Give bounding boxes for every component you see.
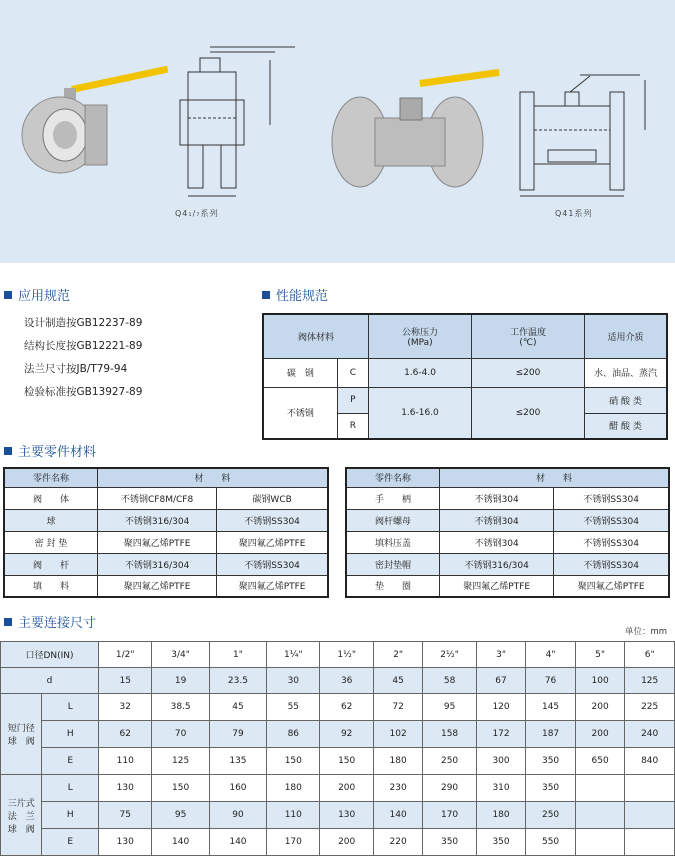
value-cell — [625, 802, 675, 829]
size-cell: 2" — [373, 642, 423, 668]
standard-line: 设计制造按GB12237-89 — [24, 317, 143, 329]
part-name: 阀 杆 — [4, 553, 98, 575]
value-cell: 19 — [152, 668, 209, 694]
parts-header-name: 零件名称 — [4, 468, 98, 487]
value-cell: 220 — [373, 829, 423, 856]
parts-material-title: 主要零件材料 — [18, 445, 97, 460]
part-material: 聚四氟乙烯PTFE — [98, 531, 217, 553]
value-cell: 180 — [476, 802, 526, 829]
value-cell: 30 — [267, 668, 320, 694]
value-cell: 140 — [209, 829, 266, 856]
perf-temp: ≤200 — [472, 387, 585, 439]
size-cell: 1" — [209, 642, 266, 668]
value-cell: 350 — [526, 748, 576, 775]
standard-line: 检验标准按GB13927-89 — [24, 386, 143, 398]
dimensions-heading — [4, 612, 96, 631]
table-row — [1, 642, 675, 668]
value-cell: 125 — [625, 668, 675, 694]
dim-key-cell: H — [42, 802, 99, 829]
value-cell: 58 — [423, 668, 476, 694]
product-illustration-panel — [0, 0, 675, 263]
value-cell: 72 — [373, 694, 423, 721]
dn-label-cell: 口径DN(IN) — [1, 642, 99, 668]
value-cell: 350 — [423, 829, 476, 856]
part-material: 不锈钢304 — [440, 531, 554, 553]
perf-code: C — [337, 358, 368, 387]
perf-code: R — [337, 413, 368, 439]
part-name: 球 — [4, 509, 98, 531]
value-cell: 170 — [423, 802, 476, 829]
perf-header-medium: 适用介质 — [585, 314, 668, 358]
perf-header-temp: 工作温度 (℃) — [472, 314, 585, 358]
value-cell: 130 — [99, 775, 152, 802]
value-cell: 650 — [575, 748, 625, 775]
value-cell: 15 — [99, 668, 152, 694]
value-cell: 200 — [575, 721, 625, 748]
value-cell: 95 — [152, 802, 209, 829]
value-cell: 70 — [152, 721, 209, 748]
part-name: 密 封 垫 — [4, 531, 98, 553]
parts-table-right — [345, 467, 670, 598]
value-cell: 250 — [423, 748, 476, 775]
flanged-valve-section-drawing — [520, 75, 645, 196]
value-cell: 225 — [625, 694, 675, 721]
size-cell: 4" — [526, 642, 576, 668]
section-square-icon — [4, 618, 12, 626]
part-name: 密封垫帽 — [346, 553, 440, 575]
caption-q47-series: Q4₁/₇系列 — [175, 209, 219, 218]
performance-table — [262, 313, 668, 440]
three-piece-flanged-ball-valve-image — [332, 69, 500, 187]
part-material: 不锈钢316/304 — [98, 553, 217, 575]
perf-medium: 醋 酸 类 — [585, 413, 668, 439]
performance-spec-title: 性能规范 — [276, 289, 329, 304]
value-cell: 79 — [209, 721, 266, 748]
standard-line: 法兰尺寸按JB/T79-94 — [24, 363, 128, 375]
value-cell: 150 — [267, 748, 320, 775]
perf-header-pressure: 公称压力 (MPa) — [369, 314, 472, 358]
dim-key-cell: L — [42, 694, 99, 721]
dimensions-title: 主要连接尺寸 — [18, 616, 97, 631]
valve-drawings — [0, 0, 675, 263]
value-cell: 32 — [99, 694, 152, 721]
value-cell: 158 — [423, 721, 476, 748]
size-cell: 3/4" — [152, 642, 209, 668]
value-cell: 310 — [476, 775, 526, 802]
part-material: 聚四氟乙烯PTFE — [554, 575, 669, 597]
value-cell: 187 — [526, 721, 576, 748]
part-name: 填料压盖 — [346, 531, 440, 553]
value-cell: 75 — [99, 802, 152, 829]
value-cell: 110 — [267, 802, 320, 829]
value-cell: 240 — [625, 721, 675, 748]
standard-line: 结构长度按GB12221-89 — [24, 340, 143, 352]
part-material: 不锈钢SS304 — [554, 487, 669, 509]
part-material: 聚四氟乙烯PTFE — [98, 575, 217, 597]
perf-material: 不锈钢 — [263, 387, 337, 439]
value-cell: 76 — [526, 668, 576, 694]
part-material: 不锈钢SS304 — [217, 553, 328, 575]
value-cell: 120 — [476, 694, 526, 721]
value-cell: 840 — [625, 748, 675, 775]
value-cell: 45 — [373, 668, 423, 694]
parts-material-heading — [4, 441, 96, 460]
value-cell: 200 — [320, 775, 373, 802]
perf-medium: 水、油品、蒸汽 — [585, 358, 668, 387]
value-cell — [575, 829, 625, 856]
dim-key-cell: L — [42, 775, 99, 802]
table-row — [1, 802, 675, 829]
part-material: 不锈钢316/304 — [440, 553, 554, 575]
parts-table-left — [3, 467, 329, 598]
part-material: 不锈钢304 — [440, 487, 554, 509]
part-name: 填 料 — [4, 575, 98, 597]
perf-material: 碳 钢 — [263, 358, 337, 387]
part-material: 聚四氟乙烯PTFE — [217, 531, 328, 553]
table-row — [1, 775, 675, 802]
value-cell: 550 — [526, 829, 576, 856]
value-cell: 145 — [526, 694, 576, 721]
dimensions-table — [0, 641, 675, 856]
section-square-icon — [4, 447, 12, 455]
value-cell: 38.5 — [152, 694, 209, 721]
size-cell: 1½" — [320, 642, 373, 668]
part-name: 手 柄 — [346, 487, 440, 509]
perf-pressure: 1.6-16.0 — [369, 387, 472, 439]
perf-code: P — [337, 387, 368, 413]
application-spec-title: 应用规范 — [18, 289, 71, 304]
value-cell: 230 — [373, 775, 423, 802]
caption-q41-series: Q41系列 — [555, 209, 593, 218]
value-cell: 45 — [209, 694, 266, 721]
value-cell: 250 — [526, 802, 576, 829]
value-cell: 180 — [267, 775, 320, 802]
value-cell: 67 — [476, 668, 526, 694]
performance-spec-heading — [262, 285, 328, 304]
dim-key-cell: E — [42, 829, 99, 856]
group-name-cell: 三片式 法 兰 球 阀 — [1, 775, 42, 856]
value-cell: 135 — [209, 748, 266, 775]
value-cell: 102 — [373, 721, 423, 748]
value-cell — [575, 802, 625, 829]
perf-temp: ≤200 — [472, 358, 585, 387]
value-cell: 150 — [152, 775, 209, 802]
part-material: 不锈钢SS304 — [217, 509, 328, 531]
value-cell: 172 — [476, 721, 526, 748]
part-material: 聚四氟乙烯PTFE — [440, 575, 554, 597]
value-cell: 160 — [209, 775, 266, 802]
value-cell: 62 — [320, 694, 373, 721]
part-material: 不锈钢SS304 — [554, 553, 669, 575]
value-cell: 100 — [575, 668, 625, 694]
table-row — [1, 829, 675, 856]
part-material: 聚四氟乙烯PTFE — [217, 575, 328, 597]
table-row — [1, 748, 675, 775]
size-cell: 3" — [476, 642, 526, 668]
value-cell: 180 — [373, 748, 423, 775]
parts-header-material: 材 料 — [440, 468, 670, 487]
part-name: 垫 圈 — [346, 575, 440, 597]
unit-label: 单位：mm — [624, 627, 667, 637]
value-cell: 140 — [373, 802, 423, 829]
group-name-cell: 短门径 球 阀 — [1, 694, 42, 775]
table-row — [1, 721, 675, 748]
parts-header-name: 零件名称 — [346, 468, 440, 487]
part-name: 阀 体 — [4, 487, 98, 509]
part-material: 不锈钢304 — [440, 509, 554, 531]
value-cell: 130 — [320, 802, 373, 829]
value-cell: 200 — [320, 829, 373, 856]
value-cell: 110 — [99, 748, 152, 775]
value-cell: 130 — [99, 829, 152, 856]
dim-key-cell: H — [42, 721, 99, 748]
table-row — [1, 694, 675, 721]
value-cell: 150 — [320, 748, 373, 775]
value-cell: 92 — [320, 721, 373, 748]
value-cell: 23.5 — [209, 668, 266, 694]
section-square-icon — [4, 291, 12, 299]
dim-key-cell: E — [42, 748, 99, 775]
value-cell: 350 — [476, 829, 526, 856]
value-cell: 36 — [320, 668, 373, 694]
application-spec-heading — [4, 285, 70, 304]
part-material: 碳钢WCB — [217, 487, 328, 509]
size-cell: 5" — [575, 642, 625, 668]
value-cell: 300 — [476, 748, 526, 775]
part-material: 不锈钢SS304 — [554, 531, 669, 553]
value-cell: 170 — [267, 829, 320, 856]
value-cell: 62 — [99, 721, 152, 748]
size-cell: 1/2" — [99, 642, 152, 668]
value-cell — [625, 775, 675, 802]
part-material: 不锈钢SS304 — [554, 509, 669, 531]
size-cell: 6" — [625, 642, 675, 668]
d-label-cell: d — [1, 668, 99, 694]
value-cell: 90 — [209, 802, 266, 829]
table-row — [1, 668, 675, 694]
part-material: 不锈钢316/304 — [98, 509, 217, 531]
value-cell: 290 — [423, 775, 476, 802]
value-cell: 55 — [267, 694, 320, 721]
value-cell — [575, 775, 625, 802]
size-cell: 1¼" — [267, 642, 320, 668]
value-cell: 350 — [526, 775, 576, 802]
part-material: 不锈钢CF8M/CF8 — [98, 487, 217, 509]
value-cell: 200 — [575, 694, 625, 721]
size-cell: 2½" — [423, 642, 476, 668]
part-name: 阀杆螺母 — [346, 509, 440, 531]
value-cell — [625, 829, 675, 856]
wafer-valve-section-drawing — [180, 47, 295, 196]
perf-pressure: 1.6-4.0 — [369, 358, 472, 387]
value-cell: 125 — [152, 748, 209, 775]
parts-header-material: 材 料 — [98, 468, 329, 487]
perf-header-material: 阀体材料 — [263, 314, 369, 358]
section-square-icon — [262, 291, 270, 299]
value-cell: 140 — [152, 829, 209, 856]
perf-medium: 硝 酸 类 — [585, 387, 668, 413]
wafer-ball-valve-image — [22, 66, 168, 173]
value-cell: 95 — [423, 694, 476, 721]
value-cell: 86 — [267, 721, 320, 748]
